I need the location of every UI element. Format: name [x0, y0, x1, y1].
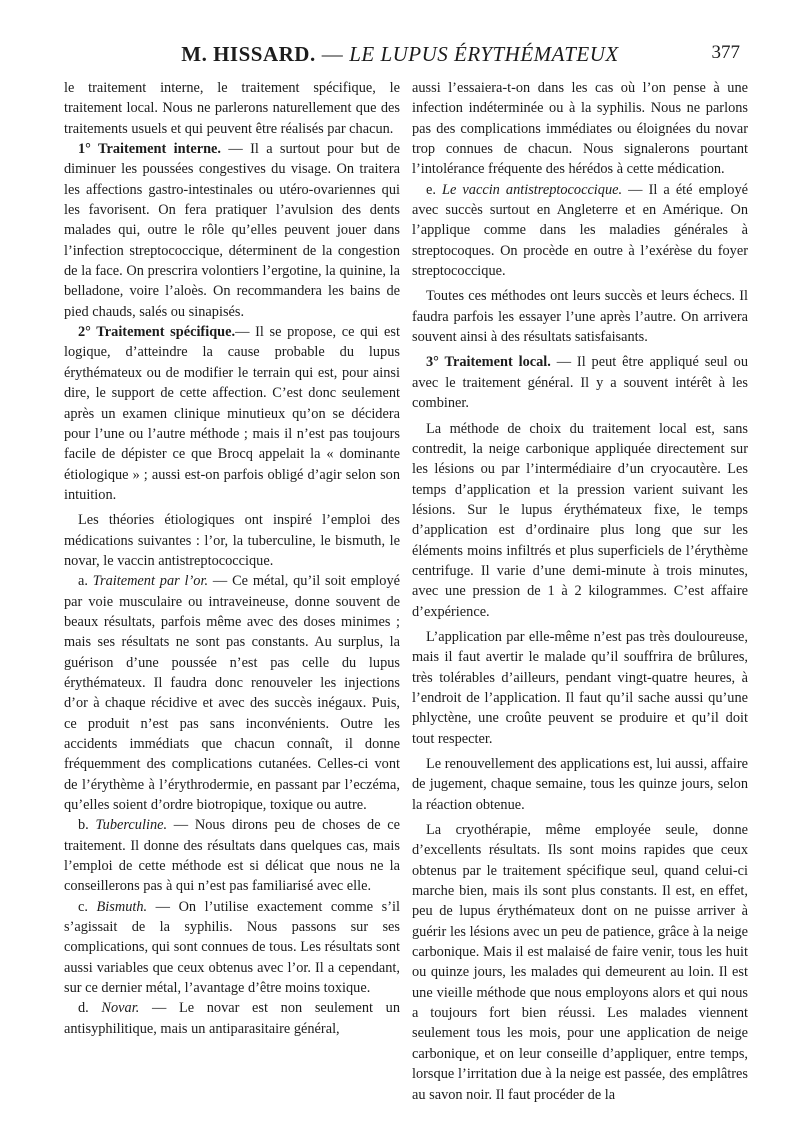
paragraph-novar [64, 998, 400, 1039]
paragraph-text: — Il peut être appliqué seul ou avec le traitement général. Il y a souvent intérêt à les combiner. [412, 354, 748, 412]
paragraph-text: — Il a été employé avec succès surtout en Angleterre et en Amérique. On l’applique comme dans les maladies générales à streptocoques. On procède en outre à l’exérèse du foyer streptococcique. [412, 181, 748, 280]
paragraph: L’application par elle-même n’est pas très douloureuse, mais il faut avertir le malade qu’il souffrira de brûlures, très tolérables d’ailleurs, pendant vingt-quatre heures, à l’endroit de l’application. Il faut qu’il sache aussi qu’une phlyctène, une croûte peuvent se produire et qu’il doit tout respecter. [412, 628, 748, 747]
item-letter: d. [78, 1000, 102, 1017]
left-column [64, 78, 400, 1039]
paragraph-text: — Il a surtout pour but de diminuer les poussées congestives du visage. On traitera les affections gastro-intestinales ou utéro-ovariennes qui les favorisent. On fera pratiquer l’avulsion des dents malades qui, outre le rôle qu’elles peuvent jouer dans l’infection streptococcique, déterminent de la congestion de la face. On prescrira volontiers l’ergotine, la quinine, la belladone, voire l’aloès. On recommandera les bains de pied chauds, salés ou sinapisés. [64, 141, 401, 320]
paragraph-bismuth [64, 897, 400, 999]
paragraph-text: — Nous dirons peu de choses de ce traitement. Il donne des résultats dans quelques cas, mais l’emploi de cette méthode est si délicat que nous ne la conseillerons pas à qui n’est pas familiarisé avec elle. [64, 817, 401, 895]
item-title: Le vaccin antistreptococcique. [442, 181, 623, 198]
paragraph: aussi l’essaiera-t-on dans les cas où l’on pense à une infection indéterminée ou à la syphilis. Nous ne parlons pas des complications immédiates ou éloignées du novar trop connues de chacun. Nous signalerons pourtant l’intolérance fréquente des hérédos à cette médication. [412, 80, 748, 178]
item-letter: a. [78, 573, 93, 590]
paragraph-text: — Il se propose, ce qui est logique, d’atteindre la cause probable du lupus érythémateux ou de modifier le terrain qui est, pour ainsi dire, le support de cette affection. C’est donc seulement après un examen clinique minutieux qu’on se décidera pour l’une ou l’autre méthode ; mais il n’est pas toujours facile de dépister ce que Brocq appelait la « dominante étiologique » ; aussi est-on parfois obligé d’agir selon son intuition. [64, 324, 400, 503]
paragraph-local-treatment [412, 352, 748, 413]
running-title [60, 42, 740, 67]
paragraph-internal-treatment [64, 139, 400, 322]
paragraph-tuberculin [64, 815, 400, 896]
paragraph: La méthode de choix du traitement local est, sans contredit, la neige carbonique appliquée directement sur les lésions ou par l’intermédiaire d’un cryocautère. Les temps d’application et la pression varient suivant les lésions. Sur le lupus érythémateux fixe, le temps d’application est d’ordinaire plus long que sur les éléments moins infiltrés et plus superficiels de l’érythème centrifuge. Il varie d’une demi-minute à trois minutes, avec une pression de 1 à 2 kilogrammes. C’est affaire d’expérience. [412, 420, 748, 620]
paragraph-gold [64, 571, 400, 815]
item-title: Novar. [101, 1000, 140, 1017]
item-title: Traitement par l’or. [92, 573, 209, 590]
title-separator: — [321, 42, 344, 66]
section-heading: 3° Traitement local. [426, 354, 551, 371]
paragraph-text: — Ce métal, qu’il soit employé par voie musculaire ou intraveineuse, donne souvent de beaux résultats, parfois même avec des doses minimes ; mais ses résultats ne sont pas constants. Au surplus, la guérison d’une poussée n’est pas celle du lupus érythémateux. Il faudra donc renouveler les injections d’or à chaque récidive et avec des succès inégaux. Puis, ce produit n’est pas sans inconvénients. Outre les accidents immédiats que chacun connaît, il donne fréquemment des complications cutanées. Celles-ci vont de l’érythème à l’érythrodermie, en passant par l’eczéma, qu’elles soient d’ordre biotropique, toxique ou autre. [64, 573, 400, 814]
item-letter: e. [426, 181, 443, 198]
item-letter: c. [78, 898, 97, 915]
article-title: LE LUPUS ÉRYTHÉMATEUX [349, 42, 619, 66]
running-header [60, 42, 740, 76]
item-title: Bismuth. [96, 898, 148, 915]
section-heading: 2° Traitement spécifique. [78, 324, 236, 341]
paragraph: Les théories étiologiques ont inspiré l’emploi des médications suivantes : l’or, la tuberculine, le bismuth, le novar, le vaccin antistreptococcique. [64, 512, 400, 569]
paragraph-specific-treatment [64, 322, 400, 505]
paragraph: le traitement interne, le traitement spécifique, le traitement local. Nous ne parlerons naturellement que des traitements usuels et qui peuvent être réalisés par chacun. [64, 80, 400, 137]
item-title: Tuberculine. [95, 817, 168, 834]
paragraph-vaccine [412, 180, 748, 282]
page-number: 377 [711, 42, 740, 63]
item-letter: b. [78, 817, 96, 834]
section-heading: 1° Traitement interne. [78, 141, 222, 158]
paragraph: Le renouvellement des applications est, lui aussi, affaire de jugement, chaque semaine, tous les quinze jours, selon la réaction obtenue. [412, 756, 748, 813]
paragraph-text: — Le novar est non seulement un antisyphilitique, mais un antiparasitaire général, [64, 1000, 400, 1037]
paragraph: Toutes ces méthodes ont leurs succès et leurs échecs. Il faudra parfois les essayer l’une après l’autre. On arrivera souvent ainsi à des résultats satisfaisants. [412, 288, 748, 346]
author-name: M. HISSARD. [181, 42, 316, 66]
paragraph: La cryothérapie, même employée seule, donne d’excellents résultats. Ils sont moins rapides que ceux obtenus par le traitement spécifique seul, quand celui-ci marche bien, mais ils sont plus constants. Il est, en effet, peu de lupus érythémateux dont on ne puisse arriver à guérir les lésions avec un peu de patience, grâce à la neige carbonique. Mais il est malaisé de faire venir, tous les huit ou quinze jours, les malades qui demeurent au loin. Il est une vieille méthode que nous employons alors et qui nous a toujours fort bien réussi. Les malades viennent seulement tous les mois, pour une application de neige carbonique, et on leur conseille d’appliquer, entre temps, lorsque l’irritation due à la neige est passée, des emplâtres au savon noir. Il faut procéder de la [412, 822, 748, 1103]
paragraph-text: — On l’utilise exactement comme s’il s’agissait de la syphilis. Nous passons sur ses complications, qui sont connues de tous. Les résultats sont aussi variables que ceux obtenus avec l’or. Il a cependant, sur ce dernier métal, l’avantage d’être moins toxique. [64, 898, 400, 997]
right-column [412, 78, 748, 1105]
